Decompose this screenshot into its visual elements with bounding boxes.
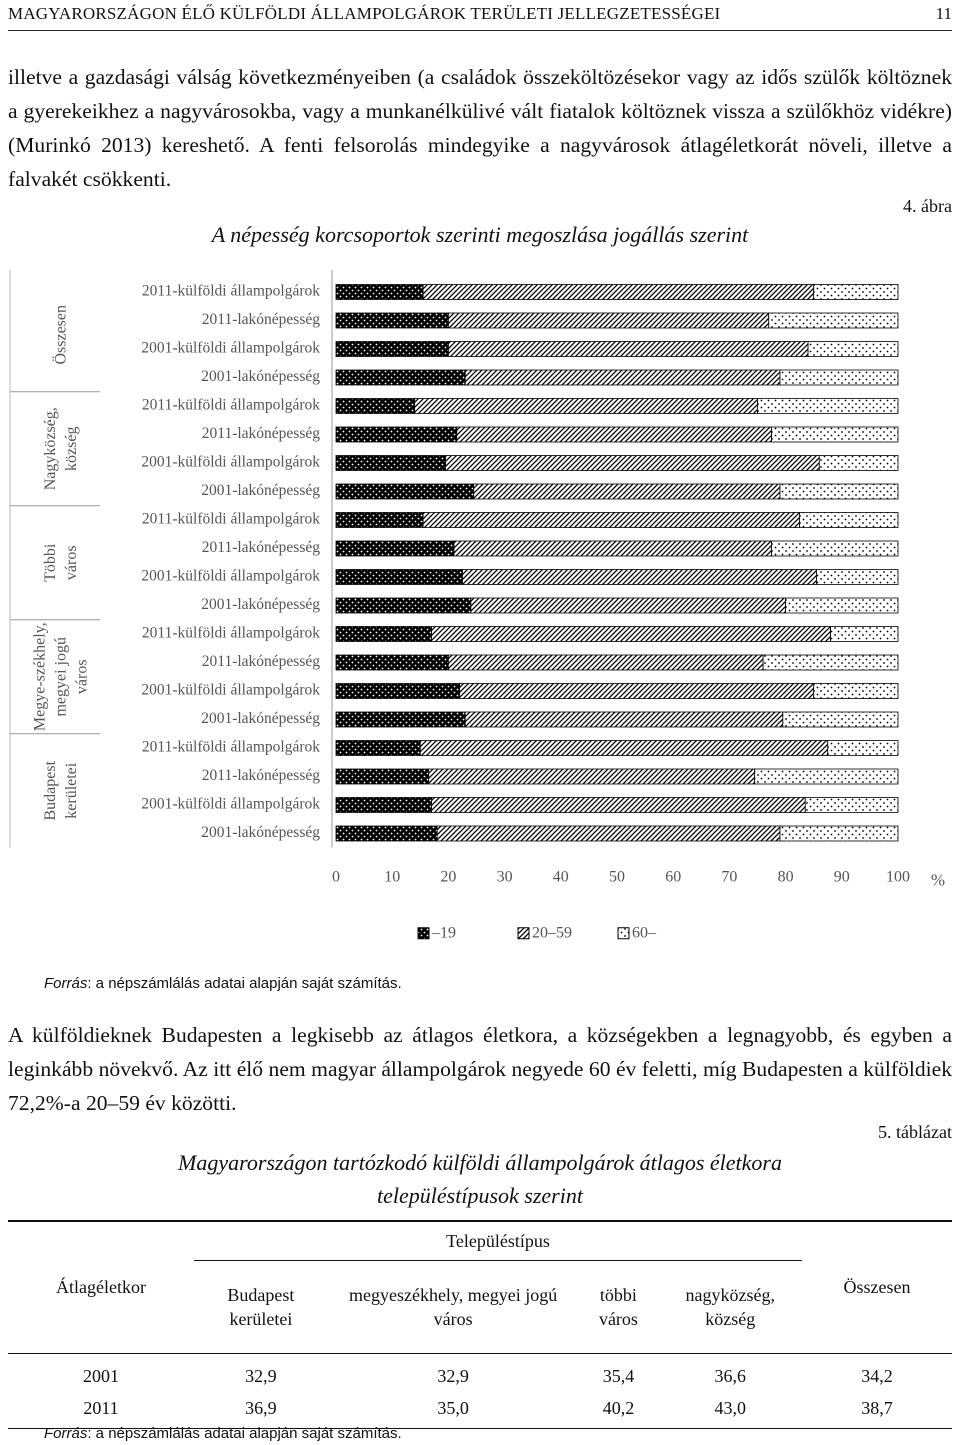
- category-label: 2011-lakónépesség: [201, 767, 320, 785]
- x-tick-label: 20: [440, 868, 457, 886]
- bar-segment: [462, 570, 816, 585]
- bar-segment: [772, 427, 898, 442]
- bar-segment: [772, 541, 898, 556]
- bar-segment: [460, 684, 814, 699]
- bar-segment: [780, 484, 898, 499]
- bar-segment: [448, 313, 768, 328]
- x-tick-label: 0: [332, 868, 340, 886]
- bar-segment: [336, 456, 446, 471]
- x-tick-label: 70: [721, 868, 738, 886]
- legend-label: 20–59: [532, 924, 572, 942]
- bar-segment: [336, 798, 432, 813]
- bar-segment: [786, 598, 898, 613]
- table-cell: 36,6: [659, 1354, 803, 1393]
- bar-segment: [457, 427, 772, 442]
- row-year: 2011: [8, 1392, 194, 1429]
- bar-segment: [465, 370, 780, 385]
- legend-label: –19: [432, 924, 456, 942]
- bar-segment: [336, 684, 460, 699]
- x-unit-label: %: [930, 870, 946, 890]
- table-cell: 32,9: [328, 1354, 579, 1393]
- table-cell: 34,2: [802, 1354, 952, 1393]
- bar-segment: [808, 342, 898, 357]
- group-label: város: [63, 545, 81, 581]
- bar-segment: [783, 712, 898, 727]
- group-label: kerületei: [63, 762, 81, 819]
- category-label: 2001-lakónépesség: [201, 368, 320, 386]
- category-label: 2011-lakónépesség: [201, 653, 320, 671]
- bar-segment: [446, 456, 820, 471]
- group-header: Településtípus: [194, 1221, 802, 1261]
- group-label: város: [73, 659, 91, 695]
- bar-segment: [432, 798, 806, 813]
- age-table: [8, 1220, 952, 1429]
- bar-segment: [448, 655, 763, 670]
- table-source: [44, 1425, 402, 1442]
- table-row: [8, 1354, 952, 1393]
- legend-swatch: [418, 928, 429, 939]
- bar-segment: [437, 826, 780, 841]
- bar-segment: [336, 342, 448, 357]
- group-label: Nagyközség,: [42, 407, 60, 491]
- table-source-prefix: Forrás: [44, 1425, 88, 1442]
- body-paragraph-1: illetve a gazdasági válság következményeiben (a családok összeköltözésekor vagy az idős szülők költöznek a gyerekeikhez a nagyvárosokba, vagy a munkanélkülivé vált fiatalok költöznek vissza a szülőkhöz vidékre) (Murinkó 2013) kereshető. A fenti felsorolás mindegyike a nagyvárosok átlagéletkorát növeli, illetve a falvakét csökkenti.: [8, 65, 952, 191]
- bar-segment: [336, 598, 471, 613]
- bar-segment: [336, 741, 420, 756]
- x-tick-label: 30: [496, 868, 513, 886]
- x-tick-label: 40: [552, 868, 569, 886]
- bar-segment: [336, 655, 448, 670]
- figure-title: A népesség korcsoportok szerinti megoszlása jogállás szerint: [211, 222, 749, 247]
- category-label: 2011-külföldi állampolgárok: [141, 396, 320, 414]
- x-tick-label: 90: [833, 868, 850, 886]
- bar-segment: [780, 370, 898, 385]
- bar-segment: [336, 399, 415, 414]
- category-label: 2001-külföldi állampolgárok: [141, 681, 320, 699]
- category-label: 2011-külföldi állampolgárok: [141, 282, 320, 300]
- table-cell: 36,9: [194, 1392, 328, 1429]
- category-label: 2001-lakónépesség: [201, 596, 320, 614]
- legend-swatch: [618, 928, 629, 939]
- category-label: 2011-külföldi állampolgárok: [141, 738, 320, 756]
- figure-label: 4. ábra: [903, 196, 952, 216]
- bar-segment: [800, 513, 898, 528]
- body-paragraph-2: A külföldieknek Budapesten a legkisebb az átlagos életkora, a községekben a legnagyobb, és egyben a leginkább növekvő. Az itt élő nem magyar állampolgárok negyede 60 év feletti, míg Budapesten a külföldiek 72,2%-a 20–59 év közötti.: [8, 1023, 952, 1115]
- bar-segment: [465, 712, 783, 727]
- group-label: megyei jogú: [52, 636, 70, 717]
- bar-segment: [336, 627, 432, 642]
- bar-segment: [423, 285, 814, 300]
- category-label: 2001-külföldi állampolgárok: [141, 339, 320, 357]
- bar-segment: [415, 399, 758, 414]
- bar-segment: [336, 313, 448, 328]
- bar-segment: [448, 342, 808, 357]
- category-label: 2001-külföldi állampolgárok: [141, 795, 320, 813]
- table-title-line-1: Magyarországon tartózkodó külföldi állampolgárok átlagos életkora: [178, 1150, 782, 1175]
- page-header: [8, 0, 952, 31]
- bar-segment: [336, 712, 465, 727]
- x-tick-label: 10: [384, 868, 401, 886]
- bar-segment: [755, 769, 898, 784]
- bar-segment: [763, 655, 898, 670]
- column-header: nagyközség, község: [685, 1285, 775, 1329]
- table-title-line-2: településtípusok szerint: [377, 1183, 583, 1208]
- table-source-text: : a népszámlálás adatai alapján saját számítás.: [87, 1425, 402, 1442]
- bar-segment: [780, 826, 898, 841]
- table-cell: 38,7: [802, 1392, 952, 1429]
- category-label: 2001-lakónépesség: [201, 482, 320, 500]
- bar-segment: [814, 285, 898, 300]
- table-cell: 43,0: [659, 1392, 803, 1429]
- table-cell: 40,2: [578, 1392, 658, 1429]
- bar-segment: [769, 313, 898, 328]
- category-label: 2011-lakónépesség: [201, 539, 320, 557]
- bar-segment: [828, 741, 898, 756]
- bar-segment: [471, 598, 786, 613]
- bar-segment: [420, 741, 827, 756]
- bar-segment: [336, 427, 457, 442]
- column-header: Budapest kerületei: [227, 1285, 295, 1329]
- category-label: 2011-külföldi állampolgárok: [141, 510, 320, 528]
- table-title: [0, 1146, 960, 1212]
- column-header: többi város: [598, 1285, 638, 1329]
- stub-header: Átlagéletkor: [8, 1221, 194, 1354]
- bar-segment: [423, 513, 800, 528]
- group-label: község: [63, 426, 81, 471]
- table-cell: 32,9: [194, 1354, 328, 1393]
- table-label: 5. táblázat: [878, 1122, 952, 1142]
- table-cell: 35,0: [328, 1392, 579, 1429]
- row-year: 2001: [8, 1354, 194, 1393]
- bar-segment: [819, 456, 898, 471]
- figure-source-prefix: Forrás: [44, 975, 88, 992]
- category-label: 2011-lakónépesség: [201, 425, 320, 443]
- category-label: 2001-lakónépesség: [201, 710, 320, 728]
- group-label: Budapest: [42, 760, 60, 821]
- bar-segment: [432, 627, 831, 642]
- bar-segment: [336, 541, 454, 556]
- table-row: [8, 1392, 952, 1429]
- group-label: Összesen: [52, 304, 70, 365]
- bar-segment: [454, 541, 772, 556]
- bar-segment: [336, 570, 462, 585]
- page-number: 11: [935, 4, 952, 23]
- total-header: Összesen: [802, 1221, 952, 1354]
- running-title: MAGYARORSZÁGON ÉLŐ KÜLFÖLDI ÁLLAMPOLGÁROK TERÜLETI JELLEGZETESSÉGEI: [8, 4, 721, 23]
- category-label: 2011-lakónépesség: [201, 311, 320, 329]
- bar-segment: [336, 769, 429, 784]
- x-tick-label: 100: [886, 868, 910, 886]
- legend-swatch: [518, 928, 529, 939]
- bar-segment: [336, 484, 474, 499]
- legend-label: 60–: [632, 924, 656, 942]
- group-label: Megye-székhely,: [31, 622, 49, 732]
- stacked-bar-chart: [0, 262, 960, 962]
- bar-segment: [336, 513, 423, 528]
- category-label: 2011-külföldi állampolgárok: [141, 624, 320, 642]
- bar-segment: [429, 769, 755, 784]
- bar-segment: [758, 399, 899, 414]
- category-label: 2001-lakónépesség: [201, 824, 320, 842]
- x-tick-label: 80: [777, 868, 794, 886]
- bar-segment: [336, 370, 465, 385]
- figure-source: [44, 975, 402, 992]
- table-cell: 35,4: [578, 1354, 658, 1393]
- bar-segment: [814, 684, 898, 699]
- category-label: 2001-külföldi állampolgárok: [141, 453, 320, 471]
- bar-segment: [474, 484, 780, 499]
- bar-segment: [817, 570, 898, 585]
- bar-segment: [805, 798, 898, 813]
- group-label: Többi: [42, 543, 60, 582]
- bar-segment: [336, 285, 423, 300]
- x-tick-label: 50: [609, 868, 625, 886]
- column-header: megyeszékhely, megyei jogú város: [348, 1285, 558, 1329]
- category-label: 2001-külföldi állampolgárok: [141, 567, 320, 585]
- x-tick-label: 60: [665, 868, 682, 886]
- figure-source-text: : a népszámlálás adatai alapján saját számítás.: [87, 975, 402, 992]
- bar-segment: [831, 627, 898, 642]
- bar-segment: [336, 826, 437, 841]
